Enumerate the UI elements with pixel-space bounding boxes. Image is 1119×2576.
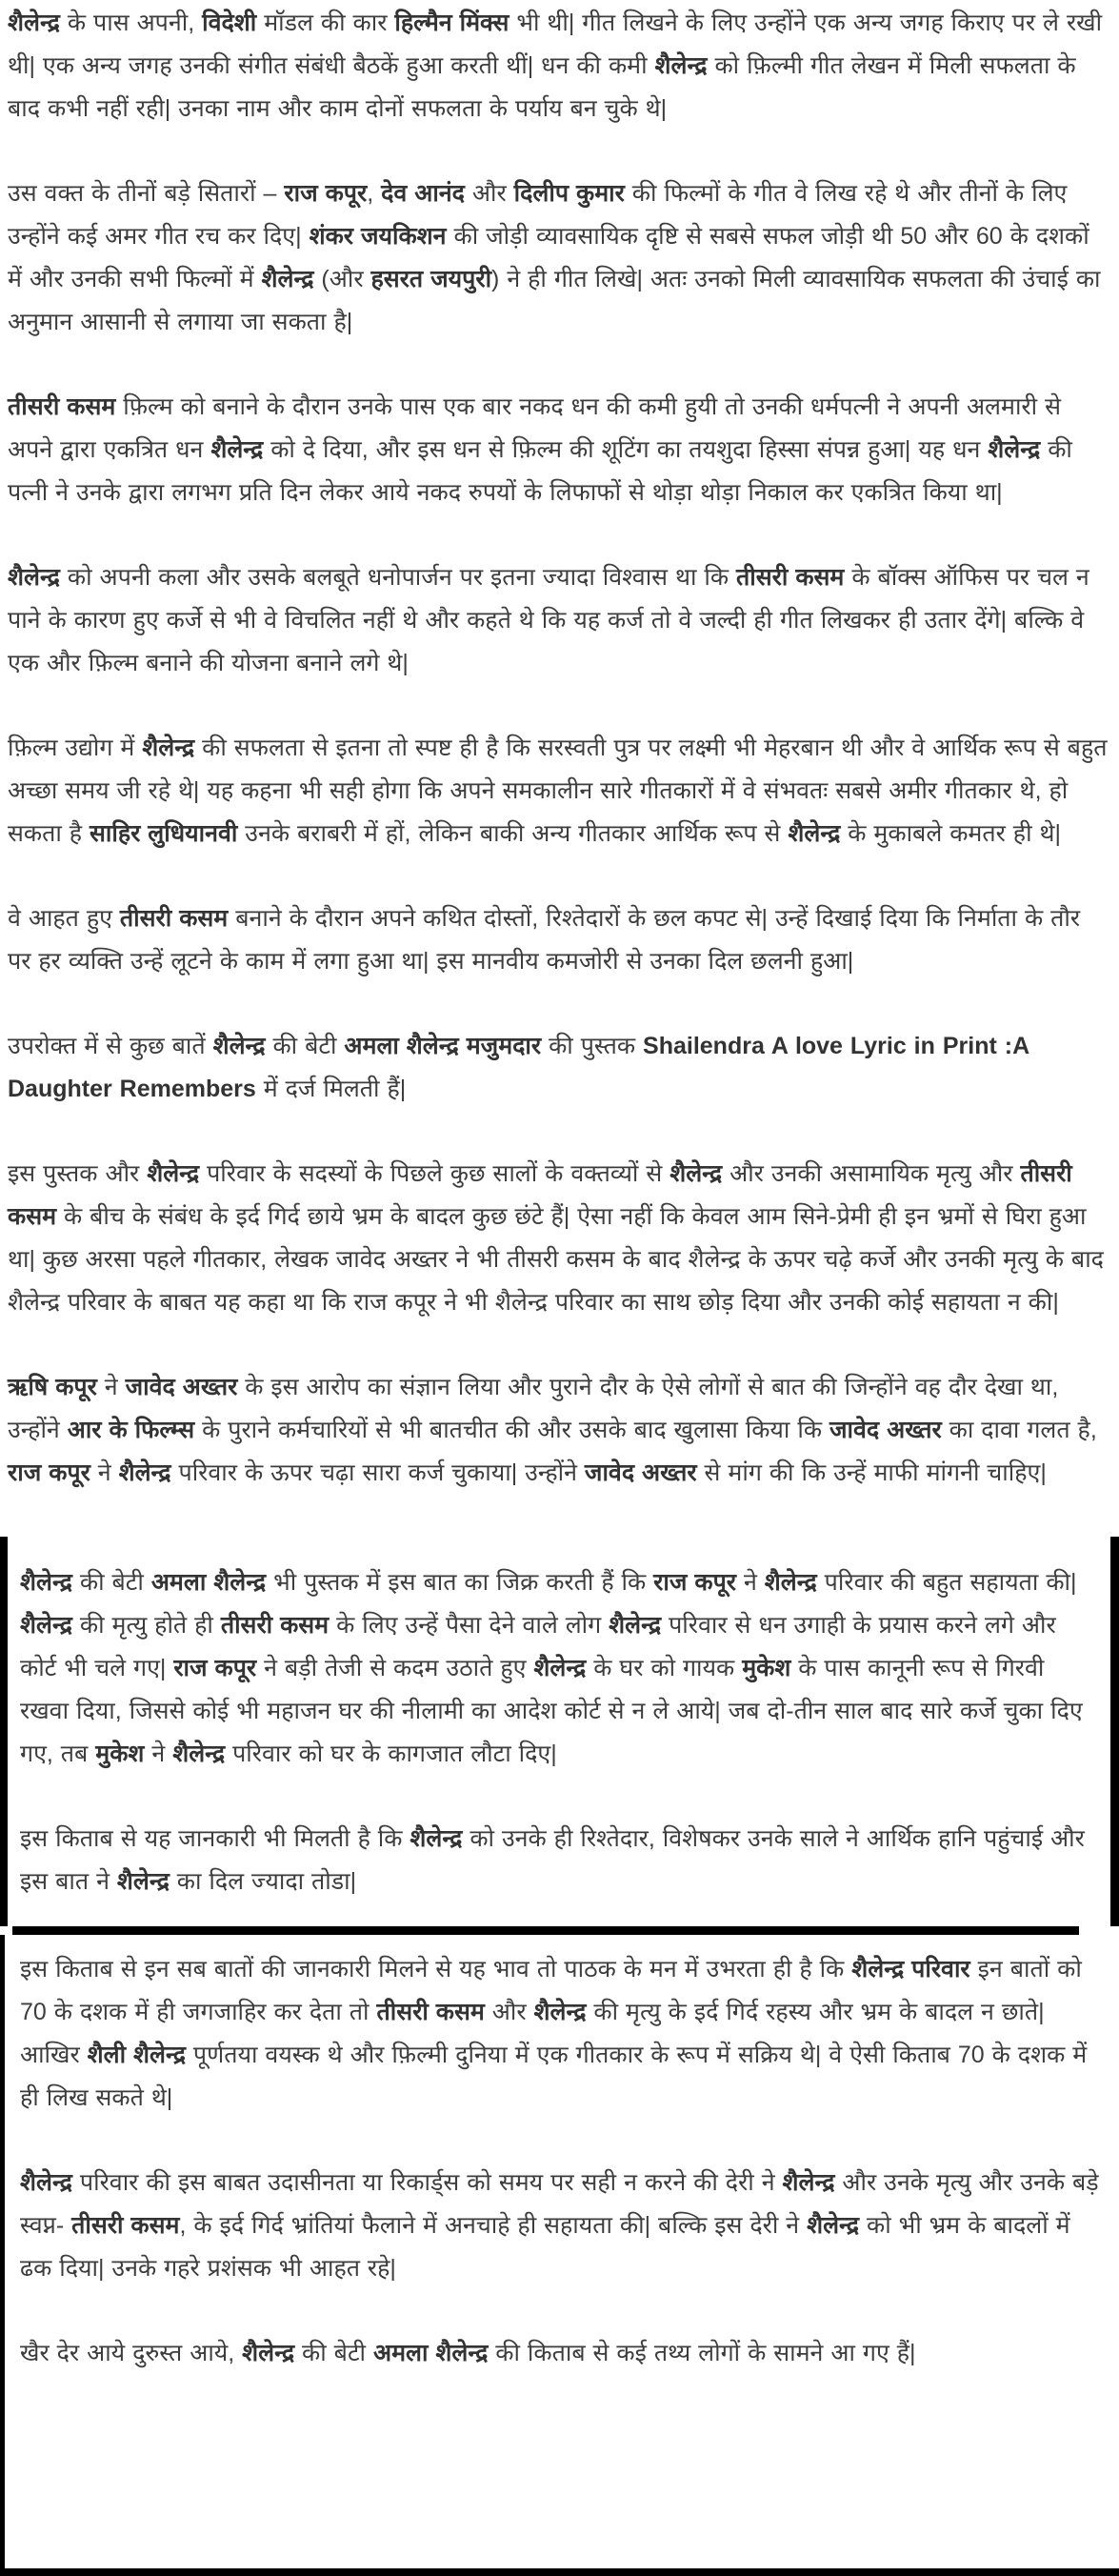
- paragraph: [8, 172, 1109, 344]
- text-run: का दिल ज्यादा तोडा|: [169, 1868, 357, 1895]
- bold-text-run: शैलेन्द्र: [210, 436, 264, 463]
- bold-text-run: शैलेन्द्र: [8, 10, 60, 36]
- text-run: इस किताब से यह जानकारी भी मिलती है कि: [20, 1825, 410, 1852]
- text-run: की फिल्मों के गीत वे लिख रहे थे और तीनों के लिए उन्होंने कई अमर गीत रच कर दिए|: [8, 180, 1068, 250]
- text-run: फ़िल्म उद्योग में: [8, 735, 143, 761]
- text-run: के पास कानूनी रूप से गिरवी रखवा दिया, जिससे कोई भी महाजन घर की नीलामी का आदेश कोर्ट से न ले आये| जब दो-तीन साल बाद सारे कर्जे चुका दिए गए, तब: [20, 1655, 1083, 1767]
- text-run: और: [484, 1999, 534, 2025]
- bold-text-run: देव आनंद: [381, 180, 465, 207]
- text-run: से मांग की कि उन्हें माफी मांगनी चाहिए|: [696, 1459, 1047, 1486]
- paragraph: [20, 1818, 1097, 1903]
- bold-text-run: तीसरी कसम: [736, 564, 845, 591]
- text-run: और: [464, 180, 514, 207]
- text-run: ने बड़ी तेजी से कदम उठाते हुए: [256, 1655, 534, 1681]
- text-run: परिवार से धन उगाही के प्रयास करने लगे और कोर्ट भी चले गए|: [20, 1612, 1056, 1681]
- bold-text-run: शैलेन्द्र: [669, 1160, 723, 1187]
- text-run: की किताब से कई तथ्य लोगों के सामने आ गए हैं|: [488, 2340, 916, 2366]
- text-run: पूर्णतया वयस्क थे और फ़िल्मी दुनिया में एक गीतकार के रूप में सक्रिय थे| वे ऐसी किताब 70 के दशक में ही लिख सकते थे|: [20, 2042, 1088, 2111]
- bold-text-run: शैलेन्द्र: [142, 735, 195, 761]
- bold-text-run: शैलेन्द्र: [172, 1741, 226, 1767]
- text-run: की बेटी: [265, 1033, 345, 1059]
- bold-text-run: शैलेन्द्र: [654, 52, 708, 79]
- text-run: ने: [90, 1459, 119, 1486]
- text-run: इन बातों को 70 के दशक में ही जगजाहिर कर देता तो: [20, 1956, 1082, 2025]
- bold-text-run: शैलेन्द्र: [242, 2340, 295, 2366]
- text-run: को भी भ्रम के बादलों में ढक दिया| उनके गहरे प्रशंसक भी आहत रहे|: [20, 2212, 1070, 2282]
- text-run: उनके बराबरी में हों, लेकिन बाकी अन्य गीतकार आर्थिक रूप से: [237, 820, 789, 847]
- bold-text-run: हिल्मैन मिंक्स: [394, 10, 510, 36]
- text-run: और उनकी असामायिक मृत्यु और: [722, 1160, 1021, 1187]
- bold-text-run: शैलेन्द्र: [20, 2169, 72, 2196]
- text-run: के पास अपनी,: [59, 10, 203, 36]
- bold-text-run: अमला शैलेन्द्र: [150, 1569, 267, 1596]
- bold-text-run: शैलेन्द्र: [116, 1868, 170, 1895]
- bold-text-run: जावेद अख्तर: [125, 1374, 238, 1400]
- bold-text-run: हसरत जयपुरी: [370, 266, 492, 292]
- paragraph: [8, 727, 1109, 855]
- text-run: इस पुस्तक और: [8, 1160, 148, 1187]
- text-run: के इस आरोप का संज्ञान लिया और पुराने दौर के ऐसे लोगों से बात की जिन्होंने वह दौर देखा था, उन्होंने: [8, 1374, 1059, 1443]
- paragraph: [20, 2332, 1106, 2375]
- bold-text-run: दिलीप कुमार: [513, 180, 625, 207]
- bold-text-run: तीसरी कसम: [376, 1999, 485, 2025]
- text-run: के घर को गायक: [586, 1655, 743, 1681]
- bold-text-run: मुकेश: [742, 1655, 791, 1681]
- paragraph: [8, 1153, 1109, 1324]
- text-run: ,: [367, 180, 382, 207]
- bold-text-run: शैलेन्द्र: [807, 2212, 860, 2239]
- text-run: ) ने ही गीत लिखे| अतः उनको मिली व्यावसायिक सफलता की उंचाई का अनुमान आसानी से लगाया जा सकता है|: [8, 266, 1101, 335]
- text-run: ने: [144, 1741, 173, 1767]
- bold-text-run: शैलेन्द्र: [212, 1033, 266, 1059]
- bold-text-run: राज कपूर: [8, 1459, 90, 1486]
- text-run: फ़िल्म को बनाने के दौरान उनके पास एक बार नकद धन की कमी हुयी तो उनकी धर्मपत्नी ने अपनी अलमारी से अपने द्वारा एकत्रित धन: [8, 393, 1061, 463]
- text-run: को दे दिया, और इस धन से फ़िल्म की शूटिंग का तयशुदा हिस्सा संपन्न हुआ| यह धन: [263, 436, 989, 463]
- bold-text-run: शैलेन्द्र: [788, 820, 841, 847]
- paragraph: [8, 2, 1109, 131]
- text-run: को अपनी कला और उसके बलबूते धनोपार्जन पर इतना ज्यादा विश्वास था कि: [59, 564, 737, 591]
- text-run: (और: [313, 266, 371, 292]
- text-run: बनाने के दौरान अपने कथित दोस्तों, रिश्तेदारों के छल कपट से| उन्हें दिखाई दिया कि निर्माता के तौर पर हर व्यक्ति उन्हें लूटने के काम में लगा हुआ था| इस मानवीय कमजोरी से उनका दिल छलनी हुआ|: [8, 905, 1081, 975]
- text-run: खैर देर आये दुरुस्त आये,: [20, 2340, 243, 2366]
- text-run: के लिए उन्हें पैसा देने वाले लोग: [329, 1612, 609, 1639]
- text-run: परिवार की इस बाबत उदासीनता या रिकार्ड्स को समय पर सही न करने की देरी ने: [71, 2169, 783, 2196]
- bold-text-run: Shailendra A love Lyric in Print :A Daughter Remembers: [8, 1033, 1029, 1102]
- paragraph: [20, 2162, 1106, 2290]
- bold-text-run: जावेद अख्तर: [829, 1417, 942, 1443]
- bold-text-run: साहिर लुधियानवी: [90, 820, 238, 847]
- bold-text-run: शैली शैलेन्द्र: [87, 2042, 186, 2068]
- bold-text-run: शैलेन्द्र: [988, 436, 1041, 463]
- text-run: के बॉक्स ऑफिस पर चल न पाने के कारण हुए कर्जे से भी वे विचलित नहीं थे और कहते थे कि यह कर्ज तो वे जल्दी ही गीत लिखकर ही उतार देंगे| बल्कि वे एक और फ़िल्म बनाने की योजना बनाने लगे थे|: [8, 564, 1089, 676]
- text-run: को फ़िल्मी गीत लेखन में मिली सफलता के बाद कभी नहीं रही| उनका नाम और काम दोनों सफलता के पर्याय बन चुके थे|: [8, 52, 1076, 122]
- bold-text-run: तीसरी कसम: [220, 1612, 330, 1639]
- bold-text-run: अमला शैलेन्द्र: [372, 2340, 489, 2366]
- text-run: उपरोक्त में से कुछ बातें: [8, 1033, 213, 1059]
- text-run: उस वक्त के तीनों बड़े सितारों –: [8, 180, 285, 207]
- paragraph: [8, 386, 1109, 514]
- bold-text-run: तीसरी कसम: [71, 2212, 180, 2239]
- bold-text-run: शैलेन्द्र: [20, 1612, 72, 1639]
- bold-text-run: आर के फिल्म्स: [67, 1417, 195, 1443]
- bold-text-run: शैलेन्द्र: [764, 1569, 817, 1596]
- bold-text-run: तीसरी कसम: [8, 393, 116, 420]
- text-run: परिवार को घर के कागजात लौटा दिए|: [225, 1741, 557, 1767]
- text-run: की पत्नी ने उनके द्वारा लगभग प्रति दिन लेकर आये नकद रुपयों के लिफाफों से थोड़ा थोड़ा निकाल कर एकत्रित किया था|: [8, 436, 1072, 506]
- bold-text-run: शैलेन्द्र: [609, 1612, 662, 1639]
- bold-text-run: अमला शैलेन्द्र मजुमदार: [344, 1033, 542, 1059]
- closing-section: [0, 1935, 1119, 2576]
- text-run: में दर्ज मिलती हैं|: [255, 1076, 407, 1102]
- bold-text-run: तीसरी कसम: [119, 905, 229, 932]
- text-run: ने: [96, 1374, 126, 1400]
- bold-text-run: शैलेन्द्र: [118, 1459, 171, 1486]
- paragraph: [8, 897, 1109, 983]
- bold-text-run: शैलेन्द्र: [147, 1160, 200, 1187]
- text-run: इस किताब से इन सब बातों की जानकारी मिलने से यह भाव तो पाठक के मन में उभरता ही है कि: [20, 1956, 852, 1982]
- highlighted-section-raj-kapoor-help: [0, 1537, 1119, 1926]
- text-run: , के इर्द गिर्द भ्रांतियां फैलाने में अनचाहे ही सहायता की| बल्कि इस देरी ने: [179, 2212, 808, 2239]
- text-run: की पुस्तक: [541, 1033, 644, 1059]
- text-run: भी थी| गीत लिखने के लिए उन्होंने एक अन्य जगह किराए पर ले रखी थी| एक अन्य जगह उनकी संगीत संबंधी बैठकें हुआ करती थीं| धन की कमी: [8, 10, 1103, 79]
- paragraph: [8, 556, 1109, 685]
- bold-text-run: शैलेन्द्र: [533, 1655, 587, 1681]
- text-run: के बीच के संबंध के इर्द गिर्द छाये भ्रम के बादल कुछ छंटे हैं| ऐसा नहीं कि केवल आम सिने-प्रेमी ही इन भ्रमों से घिरा हुआ था| कुछ अरसा पहले गीतकार, लेखक जावेद अख्तर ने भी तीसरी कसम के बाद शैलेन्द्र के ऊपर चढ़े कर्जे और उनकी मृत्यु के बाद शैलेन्द्र परिवार के बाबत यह कहा था कि राज कपूर ने भी शैलेन्द्र परिवार का साथ छोड़ दिया और उनकी कोई सहायता न की|: [8, 1203, 1104, 1316]
- text-run: को उनके ही रिश्तेदार, विशेषकर उनके साले ने आर्थिक हानि पहुंचाई और इस बात ने: [20, 1825, 1085, 1895]
- text-run: वे आहत हुए: [8, 905, 120, 932]
- paragraph: [20, 1561, 1097, 1776]
- bold-text-run: राज कपूर: [284, 180, 368, 207]
- bold-text-run: शैलेन्द्र: [782, 2169, 835, 2196]
- text-run: परिवार के सदस्यों के पिछले कुछ सालों के वक्तव्यों से: [199, 1160, 670, 1187]
- bold-text-run: शैलेन्द्र: [261, 266, 314, 292]
- text-run: परिवार के ऊपर चढ़ा सारा कर्ज चुकाया| उन्होंने: [170, 1459, 585, 1486]
- text-run: का दावा गलत है,: [941, 1417, 1097, 1443]
- text-run: परिवार की बहुत सहायता की|: [816, 1569, 1077, 1596]
- text-run: की मृत्यु के इर्द गिर्द रहस्य और भ्रम के बादल न छाते| आखिर: [20, 1999, 1045, 2068]
- text-run: ने: [736, 1569, 765, 1596]
- text-run: के पुराने कर्मचारियों से भी बातचीत की और उसके बाद खुलासा किया कि: [194, 1417, 829, 1443]
- bold-text-run: शैलेन्द्र परिवार: [851, 1956, 970, 1982]
- paragraph: [8, 1366, 1109, 1495]
- bold-text-run: शैलेन्द्र: [20, 1569, 72, 1596]
- text-run: की मृत्यु होते ही: [71, 1612, 221, 1639]
- bold-text-run: तीसरी कसम: [8, 1160, 1072, 1230]
- bold-text-run: ऋषि कपूर: [8, 1374, 97, 1400]
- main-text-section: [0, 2, 1119, 1537]
- bold-text-run: राज कपूर: [653, 1569, 736, 1596]
- bold-text-run: शंकर जयकिशन: [309, 223, 447, 250]
- bold-text-run: जावेद अख्तर: [584, 1459, 697, 1486]
- text-run: की जोड़ी व्यावसायिक दृष्टि से सबसे सफल जोड़ी थी 50 और 60 के दशकों में और उनकी सभी फिल्मों में: [8, 223, 1089, 292]
- bold-text-run: शैलेन्द्र: [410, 1825, 463, 1852]
- text-run: भी पुस्तक में इस बात का जिक्र करती हैं कि: [266, 1569, 654, 1596]
- bold-text-run: शैलेन्द्र: [533, 1999, 587, 2025]
- bold-text-run: शैलेन्द्र: [8, 564, 60, 591]
- bold-text-run: मुकेश: [95, 1741, 145, 1767]
- text-run: की सफलता से इतना तो स्पष्ट ही है कि सरस्वती पुत्र पर लक्ष्मी भी मेहरबान थी और वे आर्थिक रूप से बहुत अच्छा समय जी रहे थे| यह कहना भी सही होगा कि अपने समकालीन सारे गीतकारों में वे संभवतः सबसे अमीर गीतकार थे, हो सकता है: [8, 735, 1108, 847]
- text-run: मॉडल की कार: [256, 10, 395, 36]
- text-run: और उनके मृत्यु और उनके बड़े स्वप्न-: [20, 2169, 1099, 2239]
- bold-text-run: राज कपूर: [173, 1655, 257, 1681]
- paragraph: [20, 1948, 1106, 2120]
- section-divider: [12, 1926, 1079, 1935]
- paragraph: [8, 1025, 1109, 1111]
- bold-text-run: विदेशी: [202, 10, 257, 36]
- text-run: के मुकाबले कमतर ही थे|: [840, 820, 1061, 847]
- text-run: की बेटी: [294, 2340, 373, 2366]
- text-run: की बेटी: [71, 1569, 151, 1596]
